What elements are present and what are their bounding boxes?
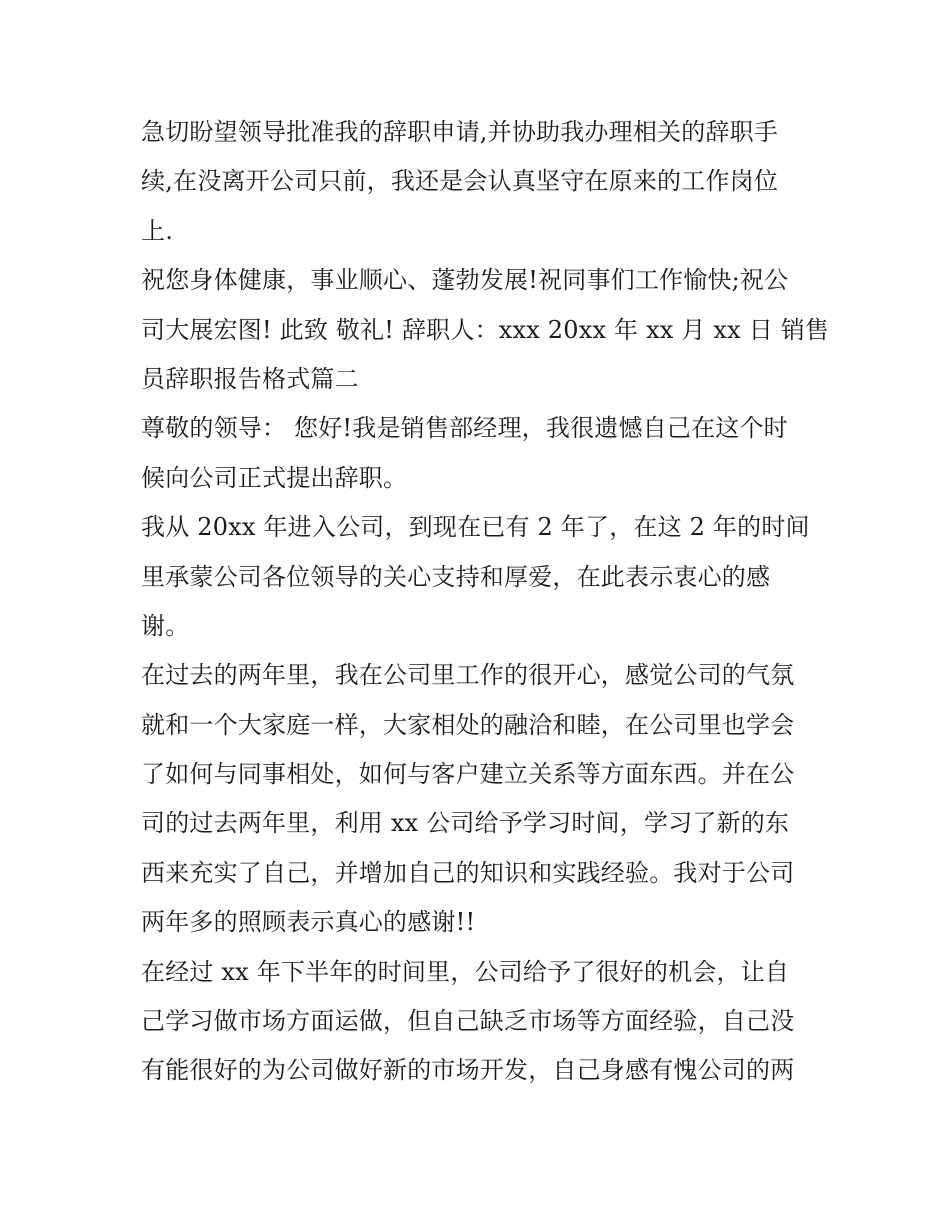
text-line: 候向公司正式提出辞职。 bbox=[141, 463, 408, 492]
document-body bbox=[141, 108, 830, 1096]
text-line: 司的过去两年里，利用 xx 公司给予学习时间，学习了新的东 bbox=[141, 809, 790, 838]
text-line: 在过去的两年里，我在公司里工作的很开心，感觉公司的气氛 bbox=[141, 661, 795, 690]
text-line: 我从 20xx 年进入公司，到现在已有 2 年了，在这 2 年的时间 bbox=[141, 513, 810, 542]
paragraph-resignation-request bbox=[141, 108, 821, 256]
text-line: 祝您身体健康，事业顺心、蓬勃发展!祝同事们工作愉快;祝公 bbox=[141, 266, 789, 295]
paragraph-closing-wishes bbox=[141, 256, 830, 404]
text-line: 就和一个大家庭一样，大家相处的融洽和睦，在公司里也学会 bbox=[141, 710, 795, 739]
text-line: 谢。 bbox=[141, 611, 190, 640]
text-line: 司大展宏图! 此致 敬礼! 辞职人：xxx 20xx 年 xx 月 xx 日 销售 bbox=[141, 315, 830, 344]
text-line: 西来充实了自己，并增加自己的知识和实践经验。我对于公司 bbox=[141, 858, 795, 887]
text-line: 在经过 xx 年下半年的时间里，公司给予了很好的机会，让自 bbox=[141, 957, 790, 986]
text-line: 员辞职报告格式篇二 bbox=[141, 364, 359, 393]
paragraph-past-two-years bbox=[141, 651, 821, 947]
paragraph-market-experience bbox=[141, 948, 821, 1096]
text-line: 急切盼望领导批准我的辞职申请,并协助我办理相关的辞职手 bbox=[141, 118, 779, 146]
paragraph-tenure bbox=[141, 503, 821, 651]
paragraph-salutation bbox=[141, 404, 821, 503]
text-line: 了如何与同事相处，如何与客户建立关系等方面东西。并在公 bbox=[141, 760, 795, 789]
text-line: 两年多的照顾表示真心的感谢!! bbox=[141, 908, 476, 937]
text-line: 续,在没离开公司只前，我还是会认真坚守在原来的工作岗位 bbox=[141, 167, 779, 196]
text-line: 尊敬的领导： 您好!我是销售部经理，我很遗憾自己在这个时 bbox=[141, 414, 788, 443]
text-line: 己学习做市场方面运做，但自己缺乏市场等方面经验，自己没 bbox=[141, 1007, 795, 1036]
text-line: 里承蒙公司各位领导的关心支持和厚爱，在此表示衷心的感 bbox=[141, 562, 771, 591]
text-line: 有能很好的为公司做好新的市场开发，自己身感有愧公司的两 bbox=[141, 1056, 795, 1085]
text-line: 上. bbox=[141, 216, 174, 245]
